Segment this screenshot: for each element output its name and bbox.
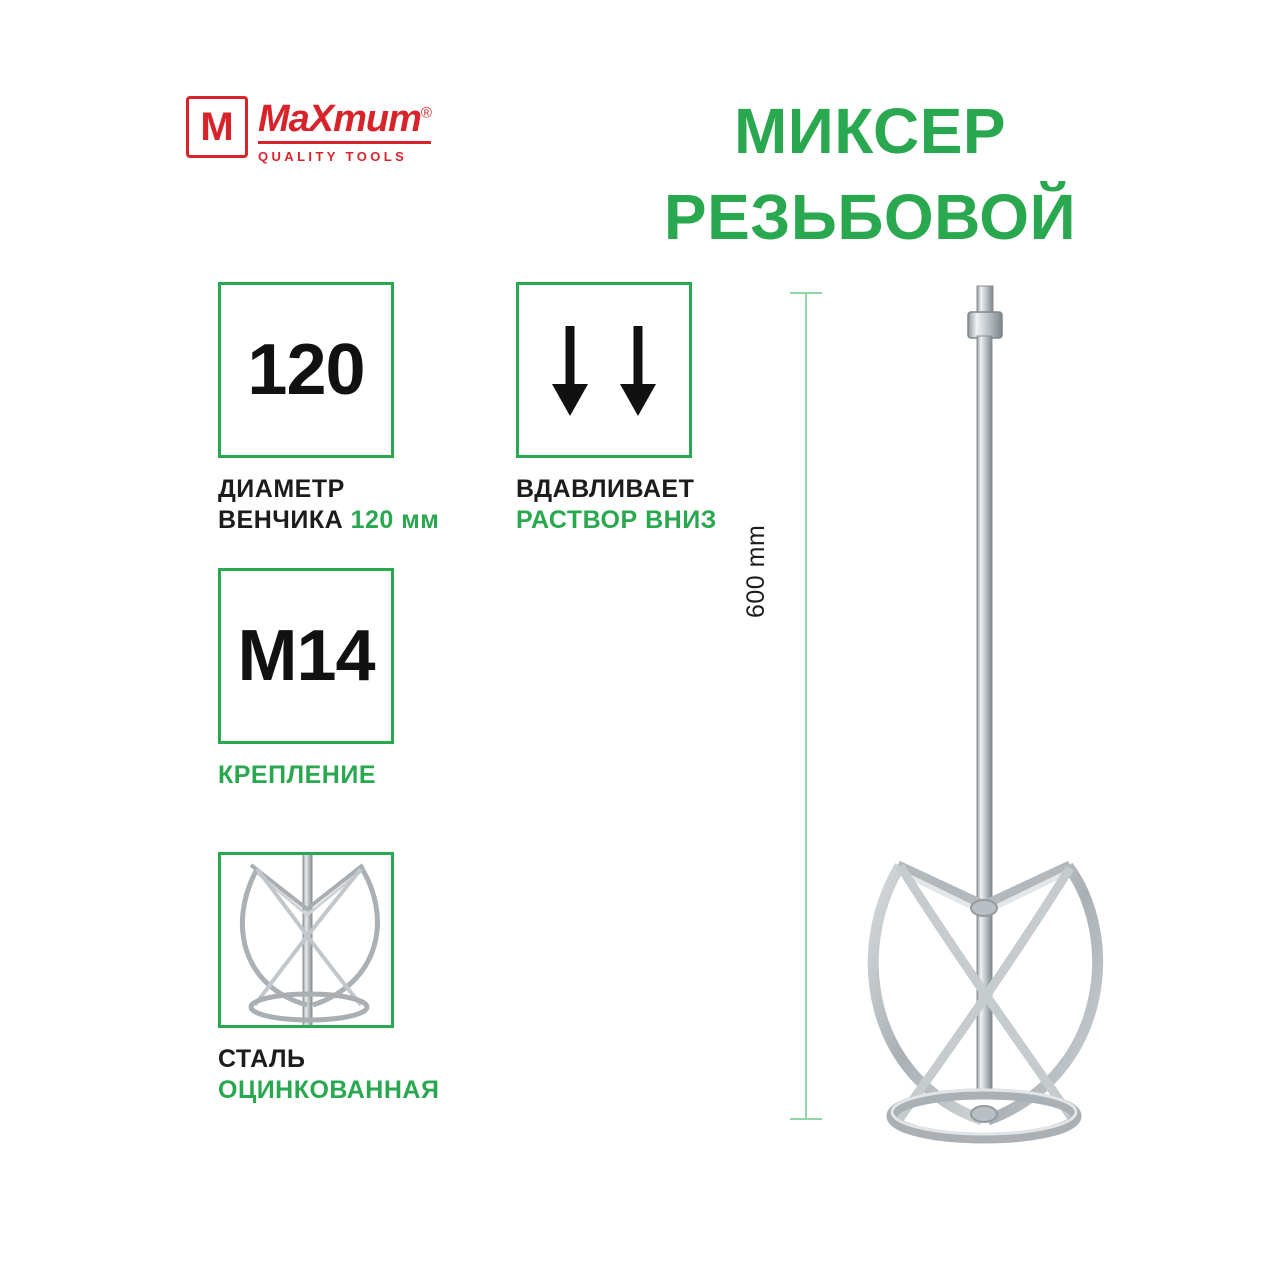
feature-diameter-value: 120 (247, 330, 365, 410)
feature-thread-mount-value: M14 (237, 616, 375, 696)
page-title-line1: МИКСЕР (733, 95, 1007, 167)
brand-wordmark (258, 96, 431, 164)
feature-thread-mount-caption-line1: КРЕПЛЕНИЕ (218, 761, 376, 789)
brand-logo-mark (186, 96, 248, 158)
brand-tagline: QUALITY TOOLS (258, 149, 408, 164)
feature-thread-mount-box (218, 568, 394, 744)
feature-steel-material (218, 852, 439, 1107)
mixer-paddle-icon (221, 855, 394, 1028)
down-arrow-icon-2 (617, 322, 659, 418)
feature-diameter (218, 282, 439, 537)
feature-steel-material-box (218, 852, 394, 1028)
feature-steel-material-caption-line2: ОЦИНКОВАННАЯ (218, 1076, 440, 1105)
brand-registered-mark: ® (420, 104, 431, 122)
double-down-arrow-icon (549, 322, 659, 418)
dimension-cap-bottom (790, 1118, 822, 1120)
brand-name-text: MaXmum (258, 98, 421, 140)
dimension-cap-top (790, 292, 822, 294)
feature-diameter-caption-line1: ДИАМЕТР (218, 475, 345, 503)
dimension-line (805, 292, 807, 1120)
brand-divider (258, 141, 431, 144)
feature-push-down-box (516, 282, 692, 458)
brand-name (258, 100, 431, 138)
feature-push-down (516, 282, 717, 537)
brand-logo-letter: M (200, 105, 234, 149)
down-arrow-icon-1 (549, 322, 591, 418)
feature-steel-material-caption-line1: СТАЛЬ (218, 1045, 306, 1073)
page-title-line2: РЕЗЬБОВОЙ (663, 181, 1077, 254)
feature-push-down-caption-line1: ВДАВЛИВАЕТ (516, 475, 695, 503)
feature-steel-material-caption (218, 1044, 439, 1107)
mixer-paddle-product-image (860, 280, 1140, 1150)
dimension-label: 600 mm (742, 524, 770, 618)
feature-push-down-caption (516, 474, 717, 537)
feature-diameter-caption-line2b: 120 мм (350, 506, 440, 535)
feature-push-down-caption-line2: РАСТВОР ВНИЗ (516, 506, 717, 535)
page-title (560, 88, 1180, 261)
feature-diameter-caption (218, 474, 439, 537)
feature-diameter-caption-line2a: ВЕНЧИКА (218, 506, 344, 535)
brand-logo (186, 96, 431, 164)
feature-thread-mount (218, 568, 394, 791)
feature-diameter-box (218, 282, 394, 458)
feature-thread-mount-caption (218, 760, 394, 791)
